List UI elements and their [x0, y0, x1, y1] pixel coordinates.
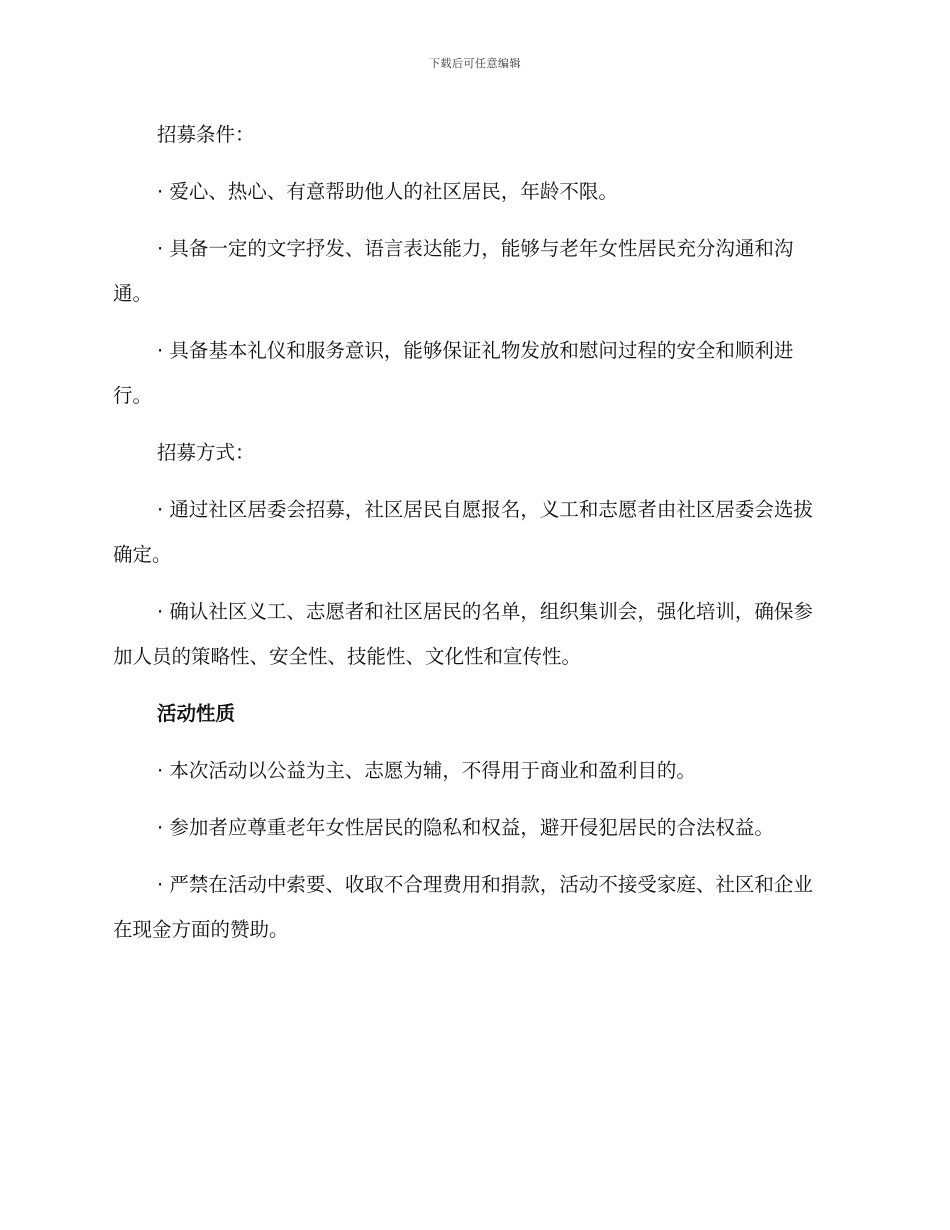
recruit-method-item: · 通过社区居委会招募，社区居民自愿报名，义工和志愿者由社区居委会选拔确定。 — [113, 498, 813, 566]
activity-nature-item: · 参加者应尊重老年女性居民的隐私和权益，避开侵犯居民的合法权益。 — [157, 816, 774, 839]
recruit-condition-item: · 爱心、热心、有意帮助他人的社区居民，年龄不限。 — [157, 180, 618, 203]
section-title-activity-nature: 活动性质 — [157, 702, 236, 725]
recruit-condition-item: · 具备基本礼仪和服务意识，能够保证礼物发放和慰问过程的安全和顺利进行。 — [113, 339, 794, 407]
activity-nature-item: · 严禁在活动中索要、收取不合理费用和捐款，活动不接受家庭、社区和企业在现金方面的赞助。 — [113, 873, 813, 941]
activity-nature-item: · 本次活动以公益为主、志愿为辅，不得用于商业和盈利目的。 — [157, 759, 696, 782]
recruit-condition-item: · 具备一定的文字抒发、语言表达能力，能够与老年女性居民充分沟通和沟通。 — [113, 237, 794, 305]
document-body — [113, 112, 823, 964]
recruit-method-item: · 确认社区义工、志愿者和社区居民的名单，组织集训会，强化培训，确保参加人员的策略性、安全性、技能性、文化性和宣传性。 — [113, 600, 813, 668]
section-title-recruit-methods: 招募方式： — [157, 441, 255, 464]
section-title-recruit-conditions: 招募条件： — [157, 123, 255, 146]
header-note: 下载后可任意编辑 — [429, 57, 521, 70]
